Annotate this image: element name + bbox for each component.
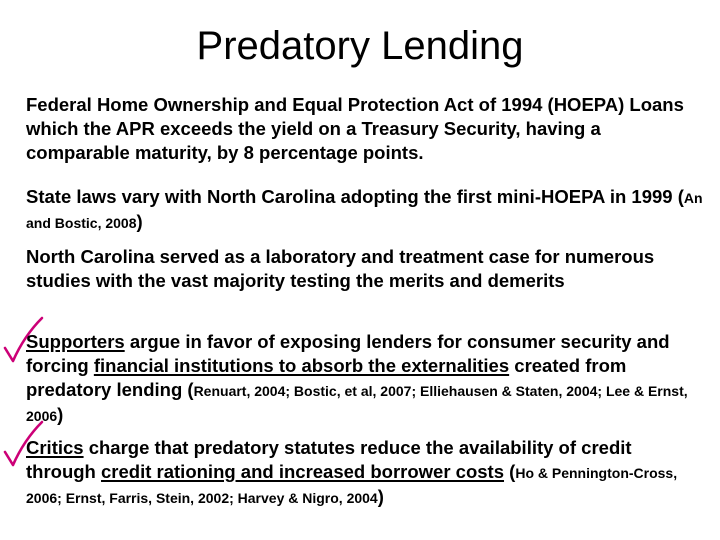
- supporters-lead: Supporters: [26, 331, 125, 352]
- supporters-text-2: created from predatory lending: [26, 355, 627, 400]
- state-laws-cite-close: ): [136, 211, 143, 232]
- critics-cite-open: (: [509, 461, 516, 482]
- critics-citation: Ho & Pennington-Cross, 2006; Ernst, Farris, Stein, 2002; Harvey & Nigro, 2004: [26, 465, 678, 506]
- supporters-cite-open: (: [187, 379, 194, 400]
- supporters-text-1: argue in favor of exposing lenders for consumer security and forcing: [26, 331, 670, 376]
- paragraph-state-laws: [26, 185, 706, 235]
- slide-title: Predatory Lending: [196, 24, 524, 68]
- critics-lead: Critics: [26, 437, 84, 458]
- paragraph-hoepa: [26, 93, 706, 165]
- paragraph-north-carolina: [26, 245, 706, 293]
- supporters-citation: Renuart, 2004; Bostic, et al, 2007; Elliehausen & Staten, 2004; Lee & Ernst, 2006: [26, 383, 688, 424]
- critics-cite-close: ): [377, 486, 384, 507]
- state-laws-cite-open: (: [677, 186, 684, 207]
- paragraph-critics: [26, 436, 706, 510]
- paragraph-supporters: [26, 330, 706, 428]
- supporters-cite-close: ): [57, 404, 64, 425]
- critics-emphasis: credit rationing and increased borrower costs: [101, 461, 505, 482]
- state-laws-citation: An and Bostic, 2008: [26, 190, 703, 231]
- north-carolina-text: North Carolina served as a laboratory and treatment case for numerous studies with the vast majority testing the merits and demerits: [26, 246, 655, 291]
- hoepa-text: Federal Home Ownership and Equal Protection Act of 1994 (HOEPA) Loans which the APR exceeds the yield on a Treasury Security, having a comparable maturity, by 8 percentage points.: [26, 94, 684, 163]
- state-laws-text: State laws vary with North Carolina adopting the first mini-HOEPA in 1999: [26, 186, 678, 207]
- supporters-emphasis: financial institutions to absorb the externalities: [93, 355, 510, 376]
- critics-text-1: charge that predatory statutes reduce the availability of credit through: [26, 437, 632, 482]
